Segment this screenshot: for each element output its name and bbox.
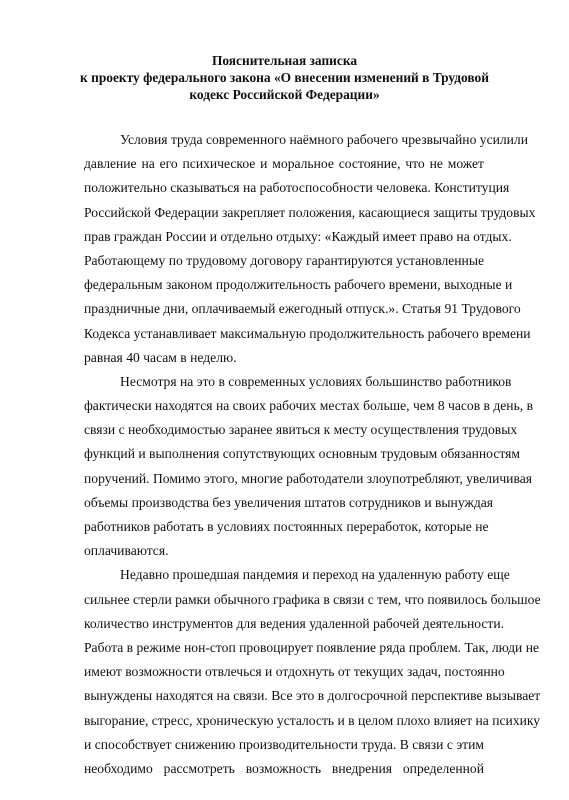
paragraph-line: фактически находятся на своих рабочих местах больше, чем 8 часов в день, в bbox=[84, 398, 533, 414]
paragraph-line: объемы производства без увеличения штатов сотрудников и вынуждая bbox=[84, 494, 494, 510]
paragraph-line: федеральным законом продолжительность рабочего времени, выходные и bbox=[84, 277, 513, 293]
paragraph-line: и способствует снижению производительности труда. В связи с этим bbox=[84, 736, 484, 752]
document-body bbox=[84, 128, 541, 781]
paragraph-line: давление на его психическое и моральное состояние, что не может bbox=[84, 156, 484, 172]
paragraph-line: прав граждан России и отдельно отдыху: «Каждый имеет право на отдых. bbox=[84, 228, 512, 244]
paragraph-line: Несмотря на это в современных условиях большинство работников bbox=[120, 373, 512, 389]
paragraph-line: оплачиваются. bbox=[84, 543, 169, 559]
paragraph-line: Кодекса устанавливает максимальную продолжительность рабочего времени bbox=[84, 325, 531, 341]
paragraph-line: равная 40 часам в неделю. bbox=[84, 349, 237, 365]
paragraph-line: необходимо рассмотреть возможность внедрения определенной bbox=[84, 760, 484, 776]
paragraph bbox=[84, 128, 536, 370]
title-line-1: Пояснительная записка bbox=[211, 53, 358, 68]
paragraph-line: праздничные дни, оплачиваемый ежегодный отпуск.». Статья 91 Трудового bbox=[84, 301, 521, 317]
title-line-3: кодекс Российской Федерации» bbox=[189, 87, 380, 102]
title-line-2: к проекту федерального закона «О внесении изменений в Трудовой bbox=[80, 70, 489, 85]
paragraph-line: поручений. Помимо этого, многие работодатели злоупотребляют, увеличивая bbox=[84, 470, 532, 486]
paragraph-line: Работающему по трудовому договору гарантируются установленные bbox=[84, 252, 484, 268]
paragraph-line: имеют возможности отвлечься и отдохнуть от текущих задач, постоянно bbox=[84, 664, 505, 680]
paragraph-line: Работа в режиме нон-стоп провоцирует появление ряда проблем. Так, люди не bbox=[84, 639, 540, 655]
paragraph bbox=[84, 563, 541, 781]
paragraph bbox=[84, 370, 533, 564]
paragraph-line: Российской Федерации закрепляет положения, касающиеся защиты трудовых bbox=[84, 204, 536, 220]
paragraph-line: сильнее стерли рамки обычного графика в связи с тем, что появилось большое bbox=[84, 591, 541, 607]
document-title bbox=[60, 52, 509, 103]
paragraph-line: связи с необходимостью заранее явиться к месту осуществления трудовых bbox=[84, 422, 518, 438]
paragraph-line: положительно сказываться на работоспособности человека. Конституция bbox=[84, 180, 510, 196]
paragraph-line: Условия труда современного наёмного рабочего чрезвычайно усилили bbox=[120, 132, 528, 147]
paragraph-line: вынуждены находятся на связи. Все это в долгосрочной перспективе вызывает bbox=[84, 688, 541, 704]
paragraph-line: количество инструментов для ведения удаленной рабочей деятельности. bbox=[84, 615, 504, 631]
paragraph-line: выгорание, стресс, хроническую усталость и в целом плохо влияет на психику bbox=[84, 712, 541, 728]
paragraph-line: работников работать в условиях постоянных переработок, которые не bbox=[84, 519, 489, 534]
paragraph-line: Недавно прошедшая пандемия и переход на удаленную работу еще bbox=[120, 567, 510, 583]
paragraph-line: функций и выполнения сопутствующих основным трудовым обязанностям bbox=[84, 446, 520, 462]
